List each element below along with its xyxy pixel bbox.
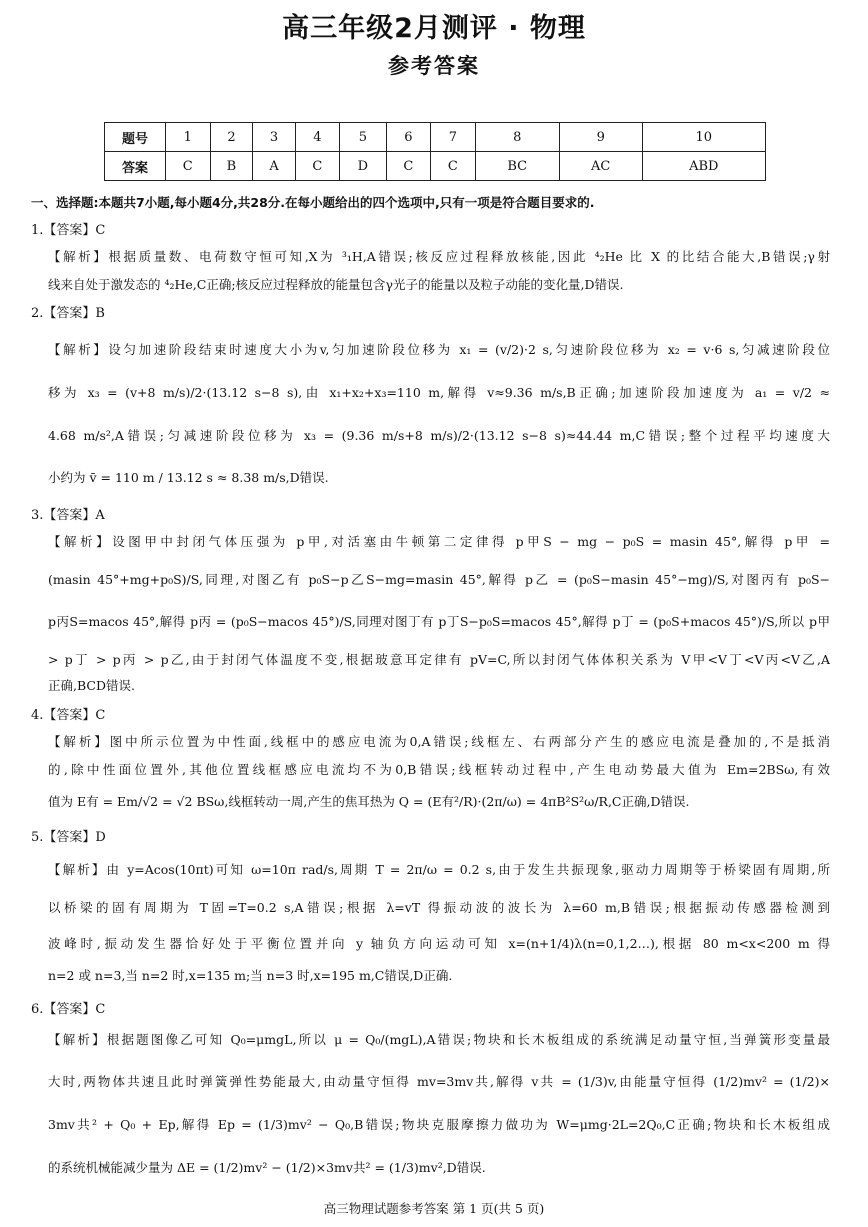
- answer-table-cell: 7: [431, 123, 476, 152]
- answer-table-cell: ABD: [642, 152, 765, 181]
- page-subtitle: 参考答案: [388, 54, 480, 78]
- analysis-line: 以桥梁的固有周期为 T固=T=0.2 s,A错误;根据 λ=vT 得振动波的波长为 λ=60 m,B错误;根据振动传感器检测到: [48, 900, 830, 915]
- answer-table: [104, 122, 766, 181]
- answer-table-cell: 4: [295, 123, 340, 152]
- answer-table-cell: C: [431, 152, 476, 181]
- answer-table-cell: 3: [253, 123, 295, 152]
- analysis-line: 3mv共² + Q₀ + Ep,解得 Ep = (1/3)mv² − Q₀,B错误;物块克服摩擦力做功为 W=μmg·2L=2Q₀,C正确;物块和长木板组成: [48, 1117, 830, 1132]
- analysis-line: 小约为 v̄ = 110 m / 13.12 s ≈ 8.38 m/s,D错误.: [48, 470, 329, 485]
- answer-table-row-label: 题号: [105, 123, 166, 152]
- question-answer: 3.【答案】A: [31, 508, 105, 523]
- analysis-line: n=2 或 n=3,当 n=2 时,x=135 m;当 n=3 时,x=195 m,C错误,D正确.: [48, 968, 453, 983]
- analysis-line: 线来自处于激发态的 ⁴₂He,C正确;核反应过程释放的能量包含γ光子的能量以及粒子动能的变化量,D错误.: [48, 277, 624, 292]
- question-answer: 2.【答案】B: [31, 306, 105, 321]
- analysis-line: 【解析】由 y=Acos(10πt)可知 ω=10π rad/s,周期 T = 2π/ω = 0.2 s,由于发生共振现象,驱动力周期等于桥梁固有周期,所: [48, 862, 830, 877]
- answer-table-cell: C: [386, 152, 431, 181]
- section-heading: 一、选择题:本题共7小题,每小题4分,共28分.在每小题给出的四个选项中,只有一项是符合题目要求的.: [31, 195, 595, 210]
- answer-table-answer-row: [105, 152, 766, 181]
- analysis-line: > p丁 > p丙 > p乙,由于封闭气体温度不变,根据玻意耳定律有 pV=C,所以封闭气体体积关系为 V甲<V丁<V丙<V乙,A: [48, 652, 830, 667]
- answer-table-cell: 1: [166, 123, 211, 152]
- answer-table-cell: 6: [386, 123, 431, 152]
- analysis-line: 波峰时,振动发生器恰好处于平衡位置并向 y 轴负方向运动可知 x=(n+1/4)λ(n=0,1,2…),根据 80 m<x<200 m 得: [48, 936, 830, 951]
- analysis-line: (masin 45°+mg+p₀S)/S,同理,对图乙有 p₀S−p乙S−mg=masin 45°,解得 p乙 = (p₀S−masin 45°−mg)/S,对图丙有 p₀S−: [48, 572, 830, 587]
- analysis-line: 【解析】设匀加速阶段结束时速度大小为v,匀加速阶段位移为 x₁ = (v/2)·2 s,匀速阶段位移为 x₂ = v·6 s,匀减速阶段位: [48, 342, 830, 357]
- answer-table-cell: B: [210, 152, 253, 181]
- answer-table-cell: AC: [559, 152, 642, 181]
- answer-table-cell: 5: [340, 123, 386, 152]
- analysis-line: 值为 E有 = Em/√2 = √2 BSω,线框转动一周,产生的焦耳热为 Q = (E有²/R)·(2π/ω) = 4πB²S²ω/R,C正确,D错误.: [48, 794, 690, 809]
- page-footer: 高三物理试题参考答案 第 1 页(共 5 页): [323, 1201, 545, 1216]
- answer-table-cell: D: [340, 152, 386, 181]
- answer-table-cell: 8: [475, 123, 559, 152]
- answer-table-cell: C: [166, 152, 211, 181]
- answer-table-cell: 10: [642, 123, 765, 152]
- analysis-line: 【解析】图中所示位置为中性面,线框中的感应电流为0,A错误;线框左、右两部分产生的感应电流是叠加的,不是抵消: [48, 734, 830, 749]
- answer-table-cell: 2: [210, 123, 253, 152]
- analysis-line: 【解析】根据题图像乙可知 Q₀=μmgL,所以 μ = Q₀/(mgL),A错误;物块和长木板组成的系统满足动量守恒,当弹簧形变量最: [48, 1032, 830, 1047]
- page-title: 高三年级2月测评 · 物理: [282, 13, 586, 44]
- question-answer: 5.【答案】D: [31, 830, 106, 845]
- analysis-line: 的系统机械能减少量为 ΔE = (1/2)mv² − (1/2)×3mv共² = (1/3)mv²,D错误.: [48, 1160, 486, 1175]
- answer-table-row-label: 答案: [105, 152, 166, 181]
- answer-table-number-row: [105, 123, 766, 152]
- analysis-line: 【解析】设图甲中封闭气体压强为 p甲,对活塞由牛顿第二定律得 p甲S − mg − p₀S = masin 45°,解得 p甲 =: [48, 534, 830, 549]
- analysis-line: 大时,两物体共速且此时弹簧弹性势能最大,由动量守恒得 mv=3mv共,解得 v共 = (1/3)v,由能量守恒得 (1/2)mv² = (1/2)×: [48, 1074, 830, 1089]
- analysis-line: 的,除中性面位置外,其他位置线框感应电流均不为0,B错误;线框转动过程中,产生电动势最大值为 Em=2BSω,有效: [48, 762, 830, 777]
- analysis-line: 【解析】根据质量数、电荷数守恒可知,X为 ³₁H,A错误;核反应过程释放核能,因此 ⁴₂He 比 X 的比结合能大,B错误;γ射: [48, 249, 830, 264]
- question-answer: 6.【答案】C: [31, 1002, 106, 1017]
- analysis-line: p丙S=macos 45°,解得 p丙 = (p₀S−macos 45°)/S,同理对图丁有 p丁S−p₀S=macos 45°,解得 p丁 = (p₀S+macos 45°)/S,所以 p甲: [48, 614, 830, 629]
- answer-table-cell: BC: [475, 152, 559, 181]
- analysis-line: 移为 x₃ = (v+8 m/s)/2·(13.12 s−8 s),由 x₁+x₂+x₃=110 m,解得 v≈9.36 m/s,B正确;加速阶段加速度为 a₁ = v/2 ≈: [48, 385, 830, 400]
- question-answer: 1.【答案】C: [31, 223, 106, 238]
- analysis-line: 4.68 m/s²,A错误;匀减速阶段位移为 x₃ = (9.36 m/s+8 m/s)/2·(13.12 s−8 s)≈44.44 m,C错误;整个过程平均速度大: [48, 428, 830, 443]
- answer-table-cell: 9: [559, 123, 642, 152]
- answer-table-cell: A: [253, 152, 295, 181]
- question-answer: 4.【答案】C: [31, 708, 106, 723]
- answer-table-cell: C: [295, 152, 340, 181]
- analysis-line: 正确,BCD错误.: [48, 678, 135, 693]
